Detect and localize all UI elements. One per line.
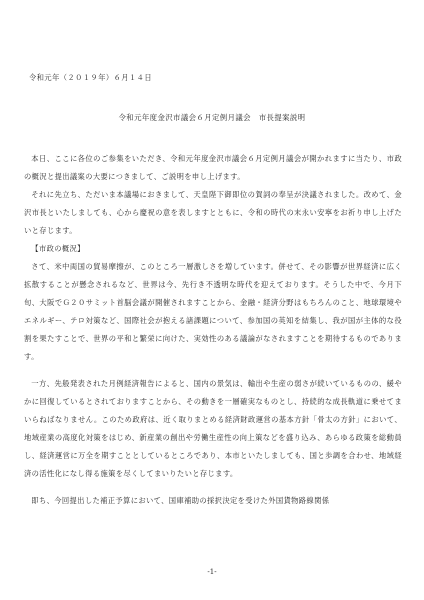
page-number: -1-: [207, 568, 217, 576]
document-body: [24, 150, 402, 510]
paragraph: さて、米中両国の貿易摩擦が、このところ一層激しさを増しています。併せて、その影響が世界経済に広く拡散することが懸念されるなど、世界は今、先行き不透明な時代を迎えております。そうした中で、今月下旬、大阪でＧ２０サミット首脳会議が開催されますことから、金融・経済分野はもちろんのこと、地球環境やエネルギー、テロ対策など、国際社会が抱える諸課題について、参加国の英知を結集し、我が国が主体的な役割を果たすことで、世界の平和と繁栄に向けた、実効性のある議論がなされますことを期待するものであります。: [24, 262, 402, 361]
document-date: 令和元年（２０１９年）６月１４日: [29, 73, 153, 82]
paragraph: 一方、先般発表された月例経済報告によると、国内の景気は、輸出や生産の弱さが続いているものの、緩やかに回復しているとされておりますことから、その動きを一層確実なものとし、持続的な成長軌道に乗せてまいらねばなりません。このため政府は、近く取りまとめる経済財政運営の基本方針「骨太の方針」において、地域産業の高度化対策をはじめ、新産業の創出や労働生産性の向上策などを盛り込み、あらゆる政策を総動員し、経済運営に万全を期すこととしているところであり、本市といたしましても、国と歩調を合わせ、地域経済の活性化になし得る施策を尽くしてまいりたいと存じます。: [24, 379, 402, 478]
paragraph: それに先立ち、ただいま本議場におきまして、天皇陛下御即位の賀詞の奉呈が決議されました。改めて、金沢市長といたしましても、心から慶祝の意を表しますとともに、令和の時代の末永い安寧をお祈り申し上げたいと存じます。: [24, 190, 402, 235]
paragraph: 本日、ここに各位のご参集をいただき、令和元年度金沢市議会６月定例月議会が開かれますに当たり、市政の概況と提出議案の大要につきまして、ご説明を申し上げます。: [24, 154, 402, 181]
document-title: 令和元年度金沢市議会６月定例月議会 市長提案説明: [118, 113, 306, 122]
paragraph: 即ち、今回提出した補正予算において、国庫補助の採択決定を受けた外国貨物路線関係: [31, 496, 330, 505]
section-heading: 【市政の概況】: [31, 244, 85, 253]
